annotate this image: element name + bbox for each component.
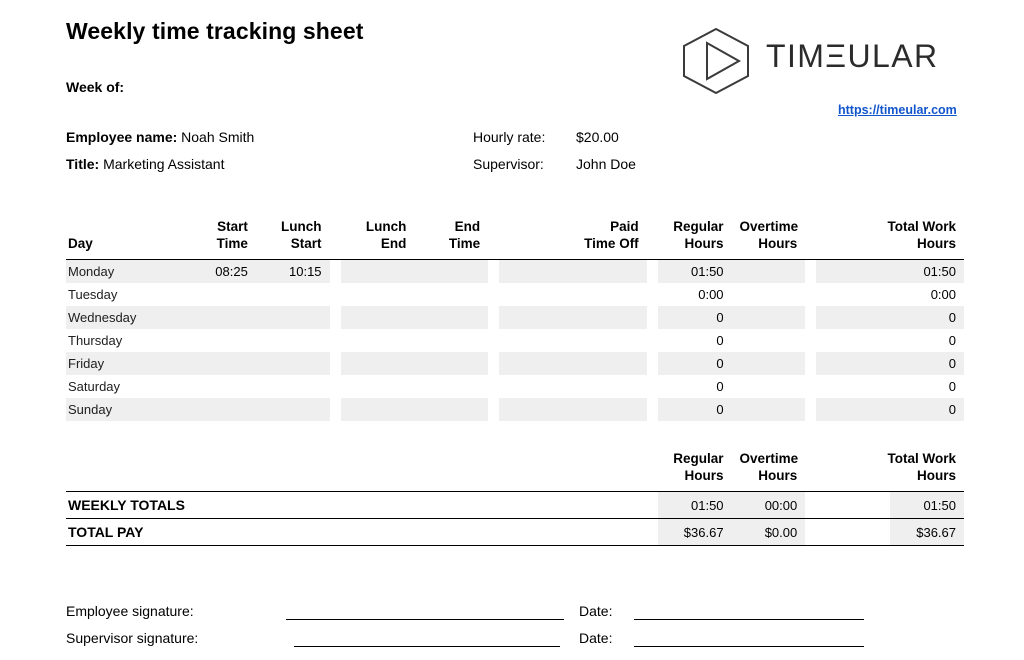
- cell-lunch-end[interactable]: [341, 352, 415, 375]
- totals-col-header-regular: Regular Hours: [673, 451, 724, 483]
- table-row: [66, 375, 964, 398]
- employee-signature-line[interactable]: [286, 618, 564, 620]
- cell-day: Thursday: [68, 333, 123, 348]
- col-header-total-work-hours: Total Work Hours: [816, 218, 964, 260]
- table-row: [66, 329, 964, 352]
- cell-overtime-hours: [732, 260, 806, 284]
- cell-day: Friday: [66, 352, 182, 375]
- cell-gap-4: [805, 375, 816, 398]
- weekly-totals-gap-5: [805, 492, 816, 519]
- cell-start-time[interactable]: [182, 398, 256, 421]
- cell-regular-hours-a: 0: [716, 333, 724, 348]
- cell-end-time[interactable]: [414, 352, 488, 375]
- totals-section: [66, 450, 964, 546]
- cell-gap-2: [488, 329, 499, 352]
- cell-total-work-hours-b: 0: [948, 333, 956, 348]
- total-pay-label: TOTAL PAY: [66, 519, 488, 546]
- cell-overtime-hours: [732, 352, 806, 375]
- cell-total-work-hours-b: 0: [890, 398, 964, 421]
- weekly-totals-gap-2: [499, 492, 573, 519]
- cell-regular-hours-a: 0: [716, 379, 724, 394]
- cell-gap-4: [805, 329, 816, 352]
- cell-lunch-end[interactable]: [341, 306, 415, 329]
- total-pay-overtime: $0.00: [732, 519, 806, 546]
- cell-paid-time-off-a[interactable]: [499, 398, 573, 421]
- cell-start-time[interactable]: [182, 375, 256, 398]
- col-header-lunch-end: Lunch End: [341, 218, 415, 260]
- timeular-hexagon-icon: [678, 26, 754, 101]
- table-row: [66, 306, 964, 329]
- cell-regular-hours-a: 0: [658, 398, 732, 421]
- brand-name: TIMΞULAR: [766, 38, 939, 74]
- title-value: Marketing Assistant: [103, 156, 225, 172]
- cell-end-time[interactable]: [414, 260, 488, 284]
- cell-overtime-hours: [732, 283, 806, 306]
- cell-paid-time-off-a[interactable]: [499, 260, 573, 284]
- cell-start-time[interactable]: 08:25: [182, 260, 256, 284]
- supervisor-date-label: Date:: [579, 630, 613, 646]
- cell-day: Tuesday: [68, 287, 118, 302]
- hourly-rate-row: [473, 124, 619, 151]
- weekly-totals-gap-6: [816, 492, 890, 519]
- col-header-overtime-hours: Overtime Hours: [732, 218, 806, 260]
- col-header-end-time: End Time: [414, 218, 488, 260]
- totals-col-header-overtime: Overtime Hours: [739, 451, 799, 483]
- cell-gap-2: [488, 306, 499, 329]
- cell-lunch-start[interactable]: [256, 283, 330, 306]
- signature-section: [66, 598, 966, 652]
- cell-total-work-hours-b: 0: [890, 306, 964, 329]
- totals-spacer-i: [573, 450, 647, 492]
- cell-total-work-hours-a: [816, 306, 890, 329]
- cell-start-time[interactable]: [182, 352, 256, 375]
- cell-gap-3: [647, 283, 658, 306]
- table-row: [66, 398, 964, 421]
- cell-lunch-start[interactable]: [256, 398, 330, 421]
- cell-total-work-hours-a: [816, 398, 890, 421]
- cell-paid-time-off-a[interactable]: [499, 375, 573, 398]
- cell-gap-1: [330, 329, 341, 352]
- cell-total-work-hours-b: 01:50: [890, 260, 964, 284]
- cell-day: Monday: [66, 260, 182, 284]
- cell-gap-1: [330, 260, 341, 284]
- totals-col-header-total: Total Work Hours: [887, 451, 956, 483]
- totals-spacer-c: [256, 450, 330, 492]
- cell-day: Saturday: [68, 379, 121, 394]
- cell-gap-3: [647, 352, 658, 375]
- cell-regular-hours-a: 0: [658, 306, 732, 329]
- cell-gap-3: [647, 398, 658, 421]
- cell-paid-time-off-a[interactable]: [499, 329, 573, 352]
- cell-day: Wednesday: [66, 306, 182, 329]
- timesheet-table-wrap: [66, 218, 964, 421]
- col-header-start-time: Start Time: [182, 218, 256, 260]
- totals-header-row: [66, 450, 964, 492]
- supervisor-signature-row: [66, 625, 966, 652]
- supervisor-label: Supervisor:: [473, 156, 544, 172]
- spacer-4: [805, 218, 816, 260]
- cell-gap-4: [805, 352, 816, 375]
- cell-gap-3: [647, 260, 658, 284]
- weekly-totals-total: 01:50: [890, 492, 964, 519]
- cell-gap-4: [805, 283, 816, 306]
- cell-lunch-end[interactable]: [341, 375, 415, 398]
- employee-date-label: Date:: [579, 603, 613, 619]
- cell-gap-1: [330, 398, 341, 421]
- timesheet-table: [66, 218, 964, 421]
- cell-regular-hours-a: 0: [658, 352, 732, 375]
- cell-overtime-hours: [732, 306, 806, 329]
- cell-total-work-hours-a: [816, 260, 890, 284]
- cell-lunch-end[interactable]: [341, 260, 415, 284]
- week-of-label: Week of:: [66, 79, 125, 95]
- totals-spacer-g: [488, 450, 499, 492]
- totals-spacer-h: [499, 450, 573, 492]
- employee-signature-label: Employee signature:: [66, 603, 194, 619]
- cell-end-time[interactable]: [414, 306, 488, 329]
- weekly-totals-gap-4: [647, 492, 658, 519]
- spacer-1: [330, 218, 341, 260]
- spacer-3: [647, 218, 658, 260]
- cell-overtime-hours: [732, 398, 806, 421]
- cell-gap-4: [805, 260, 816, 284]
- cell-total-work-hours-b: 0: [948, 379, 956, 394]
- supervisor-row: [473, 151, 636, 178]
- page-title: Weekly time tracking sheet: [66, 18, 364, 44]
- employee-name-label: Employee name:: [66, 129, 178, 145]
- cell-end-time[interactable]: [414, 398, 488, 421]
- supervisor-signature-line[interactable]: [294, 645, 560, 647]
- cell-paid-time-off-b[interactable]: [573, 329, 647, 352]
- table-row: [66, 283, 964, 306]
- col-header-day-label: Day: [68, 236, 93, 251]
- weekly-totals-gap-1: [488, 492, 499, 519]
- total-pay-total: $36.67: [890, 519, 964, 546]
- hourly-rate-value: $20.00: [576, 129, 619, 145]
- title-row: [66, 151, 254, 178]
- table-body: [66, 260, 964, 422]
- employee-meta: [66, 124, 254, 178]
- table-row: [66, 352, 964, 375]
- cell-end-time[interactable]: [414, 375, 488, 398]
- cell-paid-time-off-a[interactable]: [499, 352, 573, 375]
- cell-lunch-start[interactable]: [256, 375, 330, 398]
- totals-spacer-e: [341, 450, 415, 492]
- col-header-lunch-start: Lunch Start: [256, 218, 330, 260]
- cell-lunch-end[interactable]: [341, 329, 415, 352]
- total-pay-gap-2: [499, 519, 573, 546]
- cell-gap-1: [330, 283, 341, 306]
- cell-paid-time-off-b[interactable]: [573, 306, 647, 329]
- supervisor-value: John Doe: [576, 156, 636, 172]
- cell-lunch-start[interactable]: [256, 306, 330, 329]
- cell-lunch-start[interactable]: 10:15: [256, 260, 330, 284]
- cell-regular-hours-a: 0:00: [698, 287, 724, 302]
- cell-gap-2: [488, 375, 499, 398]
- cell-paid-time-off-a[interactable]: [499, 283, 573, 306]
- cell-end-time[interactable]: [414, 329, 488, 352]
- employee-name-value: Noah Smith: [181, 129, 255, 145]
- totals-spacer-b: [182, 450, 256, 492]
- cell-gap-1: [330, 375, 341, 398]
- spacer-2: [488, 218, 499, 260]
- title-label: Title:: [66, 156, 100, 172]
- cell-gap-2: [488, 283, 499, 306]
- cell-day: Sunday: [66, 398, 182, 421]
- cell-gap-4: [805, 306, 816, 329]
- weekly-totals-overtime: 00:00: [732, 492, 806, 519]
- cell-end-time[interactable]: [414, 283, 488, 306]
- total-pay-gap-6: [816, 519, 890, 546]
- cell-gap-1: [330, 306, 341, 329]
- cell-gap-3: [647, 329, 658, 352]
- cell-gap-1: [330, 352, 341, 375]
- cell-gap-4: [805, 398, 816, 421]
- totals-spacer-j: [647, 450, 658, 492]
- totals-spacer-a: [66, 450, 182, 492]
- cell-total-work-hours-b: 0:00: [930, 287, 956, 302]
- hourly-rate-label: Hourly rate:: [473, 129, 546, 145]
- cell-lunch-end[interactable]: [341, 283, 415, 306]
- cell-paid-time-off-b[interactable]: [573, 260, 647, 284]
- total-pay-gap-4: [647, 519, 658, 546]
- cell-overtime-hours: [732, 329, 806, 352]
- totals-spacer-d: [330, 450, 341, 492]
- table-header-row: [66, 218, 964, 260]
- col-header-regular-hours: Regular Hours: [658, 218, 732, 260]
- timeular-website-link[interactable]: https://timeular.com: [838, 103, 957, 117]
- totals-spacer-f: [414, 450, 488, 492]
- weekly-totals-regular: 01:50: [658, 492, 732, 519]
- total-pay-gap-5: [805, 519, 816, 546]
- total-pay-gap-3: [573, 519, 647, 546]
- cell-paid-time-off-a[interactable]: [499, 306, 573, 329]
- weekly-totals-label: WEEKLY TOTALS: [66, 492, 488, 519]
- total-pay-regular: $36.67: [658, 519, 732, 546]
- cell-lunch-end[interactable]: [341, 398, 415, 421]
- cell-start-time[interactable]: [182, 283, 256, 306]
- supervisor-signature-label: Supervisor signature:: [66, 630, 199, 646]
- employee-name-row: [66, 124, 254, 151]
- employee-signature-row: [66, 598, 966, 625]
- weekly-totals-gap-3: [573, 492, 647, 519]
- cell-gap-2: [488, 352, 499, 375]
- cell-total-work-hours-b: 0: [890, 352, 964, 375]
- cell-paid-time-off-b[interactable]: [573, 283, 647, 306]
- cell-total-work-hours-a: [816, 352, 890, 375]
- cell-paid-time-off-b[interactable]: [573, 398, 647, 421]
- supervisor-date-line[interactable]: [634, 645, 864, 647]
- cell-gap-3: [647, 306, 658, 329]
- cell-lunch-start[interactable]: [256, 352, 330, 375]
- cell-total-work-hours-a: [816, 375, 890, 398]
- employee-date-line[interactable]: [634, 618, 864, 620]
- totals-table: [66, 450, 964, 546]
- total-pay-gap-1: [488, 519, 499, 546]
- cell-regular-hours-a: 01:50: [658, 260, 732, 284]
- cell-paid-time-off-b[interactable]: [573, 375, 647, 398]
- job-meta: [473, 124, 636, 178]
- cell-start-time[interactable]: [182, 306, 256, 329]
- cell-lunch-start[interactable]: [256, 329, 330, 352]
- cell-gap-2: [488, 260, 499, 284]
- brand-logo: [678, 26, 958, 96]
- weekly-totals-row: [66, 492, 964, 519]
- cell-gap-3: [647, 375, 658, 398]
- cell-total-work-hours-a: [816, 283, 890, 306]
- cell-paid-time-off-b[interactable]: [573, 352, 647, 375]
- table-row: [66, 260, 964, 284]
- cell-overtime-hours: [732, 375, 806, 398]
- cell-total-work-hours-a: [816, 329, 890, 352]
- col-header-day: [66, 218, 182, 260]
- col-header-paid-time-off: Paid Time Off: [499, 218, 646, 260]
- cell-start-time[interactable]: [182, 329, 256, 352]
- total-pay-row: [66, 519, 964, 546]
- totals-spacer-k: [805, 450, 816, 492]
- cell-gap-2: [488, 398, 499, 421]
